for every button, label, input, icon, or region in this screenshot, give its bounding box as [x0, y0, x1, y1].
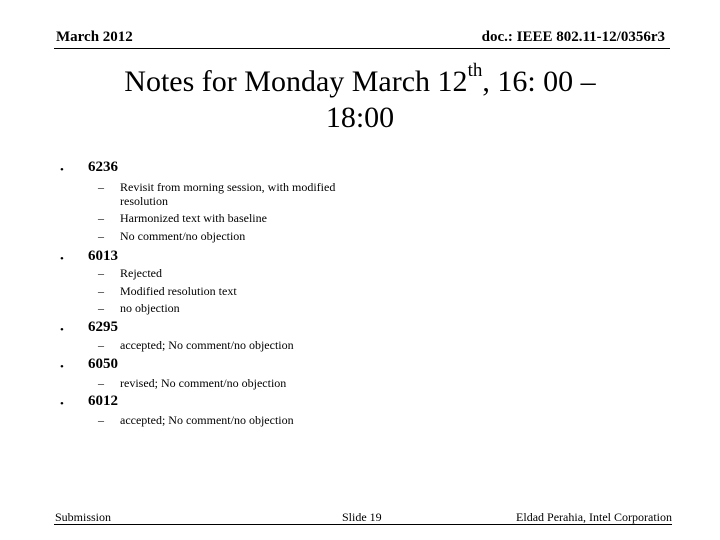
item-title: 6013	[88, 248, 118, 264]
list-item: no objection	[120, 301, 180, 315]
bullet-icon: •	[60, 361, 64, 373]
bullet-icon: •	[60, 164, 64, 176]
item-title: 6295	[88, 319, 118, 335]
list-item: Revisit from morning session, with modified resolution	[120, 180, 336, 208]
dash-icon: –	[98, 266, 104, 280]
title-superscript: th	[467, 60, 483, 81]
dash-icon: –	[98, 413, 104, 427]
title-line2: 18:00	[325, 101, 395, 134]
dash-icon: –	[98, 284, 104, 298]
bullet-icon: •	[60, 398, 64, 410]
bullet-icon: •	[60, 253, 64, 265]
list-item: accepted; No comment/no objection	[120, 338, 294, 352]
dash-icon: –	[98, 180, 104, 194]
footer-submission: Submission	[55, 510, 112, 524]
title-text: Notes for Monday March 12	[124, 65, 468, 98]
item-title: 6012	[88, 393, 118, 409]
dash-icon: –	[98, 376, 104, 390]
bullet-icon: •	[60, 324, 64, 336]
dash-icon: –	[98, 301, 104, 315]
list-item: No comment/no objection	[120, 229, 246, 243]
title-text-tail: , 16: 00 –	[482, 65, 596, 98]
footer-slide-number: Slide 19	[342, 510, 382, 524]
footer-author: Eldad Perahia, Intel Corporation	[516, 510, 672, 524]
item-title: 6050	[88, 356, 118, 372]
dash-icon: –	[98, 338, 104, 352]
item-title: 6236	[88, 159, 118, 175]
list-item: Harmonized text with baseline	[120, 211, 267, 225]
header-doc-id: doc.: IEEE 802.11-12/0356r3	[481, 29, 665, 45]
dash-icon: –	[98, 211, 104, 225]
dash-icon: –	[98, 229, 104, 243]
list-item: Rejected	[120, 266, 162, 280]
list-item: accepted; No comment/no objection	[120, 413, 294, 427]
header-date: March 2012	[56, 29, 133, 45]
list-item: revised; No comment/no objection	[120, 376, 287, 390]
list-item: Modified resolution text	[120, 284, 237, 298]
